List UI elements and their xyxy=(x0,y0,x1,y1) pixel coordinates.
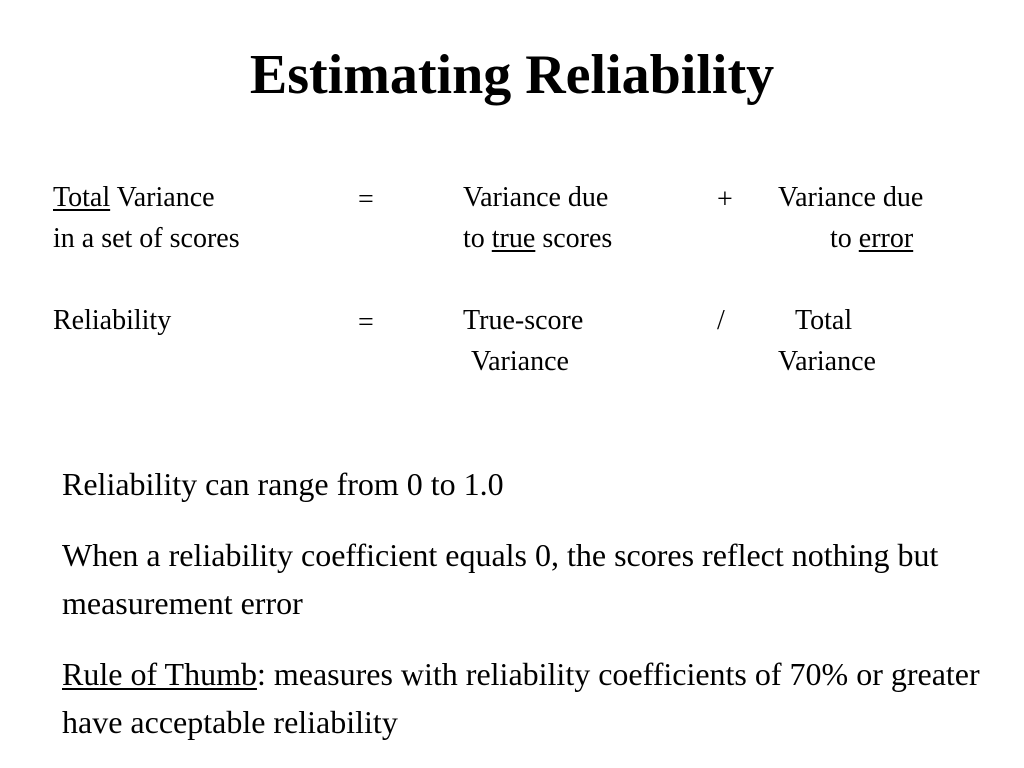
eq2-left-term: Reliability xyxy=(53,305,172,336)
eq1-left-line2: in a set of scores xyxy=(53,223,240,254)
eq1-plus-sign: + xyxy=(717,184,733,215)
eq1-middle-underlined-word: true xyxy=(491,223,536,254)
eq2-right-line2: Variance xyxy=(778,346,876,377)
eq1-left-line1 xyxy=(53,177,240,218)
eq1-right-term xyxy=(778,177,923,259)
eq1-middle-term xyxy=(463,177,612,259)
eq1-middle-line2-prefix: to xyxy=(463,223,492,254)
eq2-equals-sign: = xyxy=(358,307,374,338)
eq1-middle-line1: Variance due xyxy=(463,182,609,213)
eq1-middle-line2-suffix: scores xyxy=(535,223,613,254)
paragraph-range: Reliability can range from 0 to 1.0 xyxy=(62,466,504,502)
eq2-middle-line2: Variance xyxy=(471,346,569,377)
rule-of-thumb-text: : measures with reliability coefficients of 70% or greater have acceptable reliability xyxy=(62,656,980,740)
eq1-right-line2 xyxy=(778,218,923,259)
paragraph-zero-coefficient: When a reliability coefficient equals 0, the scores reflect nothing but measurement error xyxy=(62,537,939,621)
eq1-equals-sign: = xyxy=(358,184,374,215)
eq2-right-line1: Total xyxy=(795,305,853,336)
eq1-right-underlined-word: error xyxy=(858,223,914,254)
rule-of-thumb-label: Rule of Thumb xyxy=(62,656,257,692)
eq2-middle-term xyxy=(463,300,583,382)
eq2-divide-sign: / xyxy=(717,305,725,336)
eq2-right-term xyxy=(778,300,876,382)
eq2-middle-line1: True-score xyxy=(463,305,584,336)
eq1-left-term xyxy=(53,177,240,259)
eq1-left-underlined-word: Total xyxy=(53,182,111,213)
eq1-left-line1-rest: Variance xyxy=(110,182,215,213)
paragraph-rule-of-thumb xyxy=(62,650,982,746)
eq1-right-line2-prefix: to xyxy=(830,223,859,254)
slide-title: Estimating Reliability xyxy=(249,44,775,106)
eq1-middle-line2 xyxy=(463,218,612,259)
eq1-right-line1: Variance due xyxy=(778,182,924,213)
